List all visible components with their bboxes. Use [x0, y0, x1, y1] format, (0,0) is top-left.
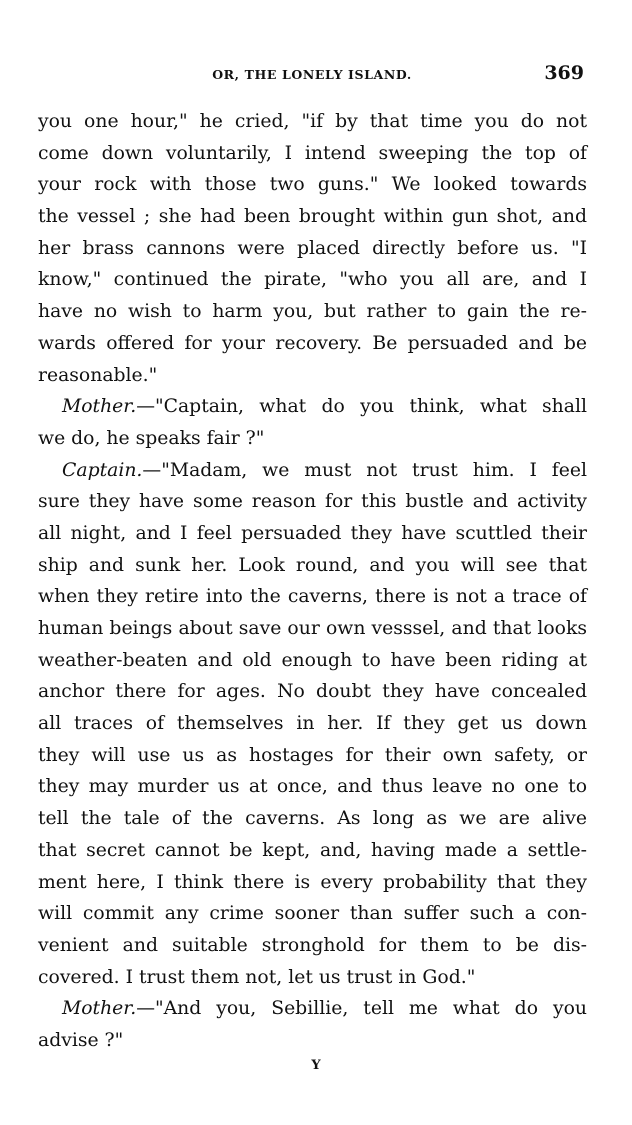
- text-line: reasonable.": [38, 364, 158, 386]
- text-line: will commit any crime sooner than suffer such a con-: [38, 903, 587, 925]
- running-title: OR, THE LONELY ISLAND.: [212, 67, 412, 82]
- dialogue-text: —"And you, Sebillie, tell me what do you: [136, 998, 587, 1020]
- text-line: anchor there for ages. No doubt they have concealed: [38, 681, 587, 703]
- text-line: sure they have some reason for this bustle and activity: [38, 491, 587, 513]
- text-line: venient and suitable stronghold for them to be dis-: [38, 934, 587, 956]
- running-head: [38, 62, 586, 86]
- text-line: when they retire into the caverns, there is not a trace of: [38, 586, 587, 608]
- text-line: your rock with those two guns." We looked towards: [38, 174, 587, 196]
- speaker-name: Mother.: [62, 396, 137, 418]
- text-line: wards offered for your recovery. Be persuaded and be: [38, 332, 587, 354]
- text-line: human beings about save our own vesssel, and that looks: [38, 618, 587, 639]
- text-line: that secret cannot be kept, and, having made a settle-: [38, 839, 587, 861]
- text-line: know," continued the pirate, "who you all are, and I: [38, 269, 587, 291]
- dialogue-line: [38, 455, 587, 487]
- text-line: the vessel ; she had been brought within gun shot, and: [38, 206, 587, 228]
- text-line: all traces of themselves in her. If they get us down: [38, 713, 587, 735]
- text-line: covered. I trust them not, let us trust in God.": [38, 966, 476, 988]
- speaker-name: Captain.: [62, 459, 143, 481]
- text-line: all night, and I feel persuaded they have scuttled their: [38, 522, 587, 544]
- text-line: weather-beaten and old enough to have been riding at: [38, 649, 587, 671]
- text-line: have no wish to harm you, but rather to gain the re-: [38, 301, 587, 323]
- body-text: [38, 106, 587, 1057]
- text-line: advise ?": [38, 1029, 124, 1051]
- text-line: you one hour," he cried, "if by that time you do not: [38, 111, 587, 132]
- text-line: they will use us as hostages for their own safety, or: [38, 744, 587, 766]
- text-line: they may murder us at once, and thus leave no one to: [38, 776, 587, 798]
- text-line: ment here, I think there is every probability that they: [38, 871, 587, 893]
- dialogue-text: —"Captain, what do you think, what shall: [136, 396, 587, 418]
- signature-mark: Y: [311, 1058, 321, 1073]
- speaker-name: Mother.: [62, 998, 137, 1020]
- text-line: come down voluntarily, I intend sweeping the top of: [38, 142, 587, 164]
- text-line: ship and sunk her. Look round, and you will see that: [38, 554, 587, 576]
- text-line: her brass cannons were placed directly before us. "I: [38, 237, 587, 259]
- page-number: 369: [544, 62, 584, 84]
- dialogue-line: [38, 391, 587, 423]
- text-line: we do, he speaks fair ?": [38, 427, 265, 449]
- dialogue-line: [38, 993, 587, 1025]
- dialogue-text: —"Madam, we must not trust him. I feel: [142, 459, 587, 481]
- text-line: tell the tale of the caverns. As long as we are alive: [38, 808, 587, 830]
